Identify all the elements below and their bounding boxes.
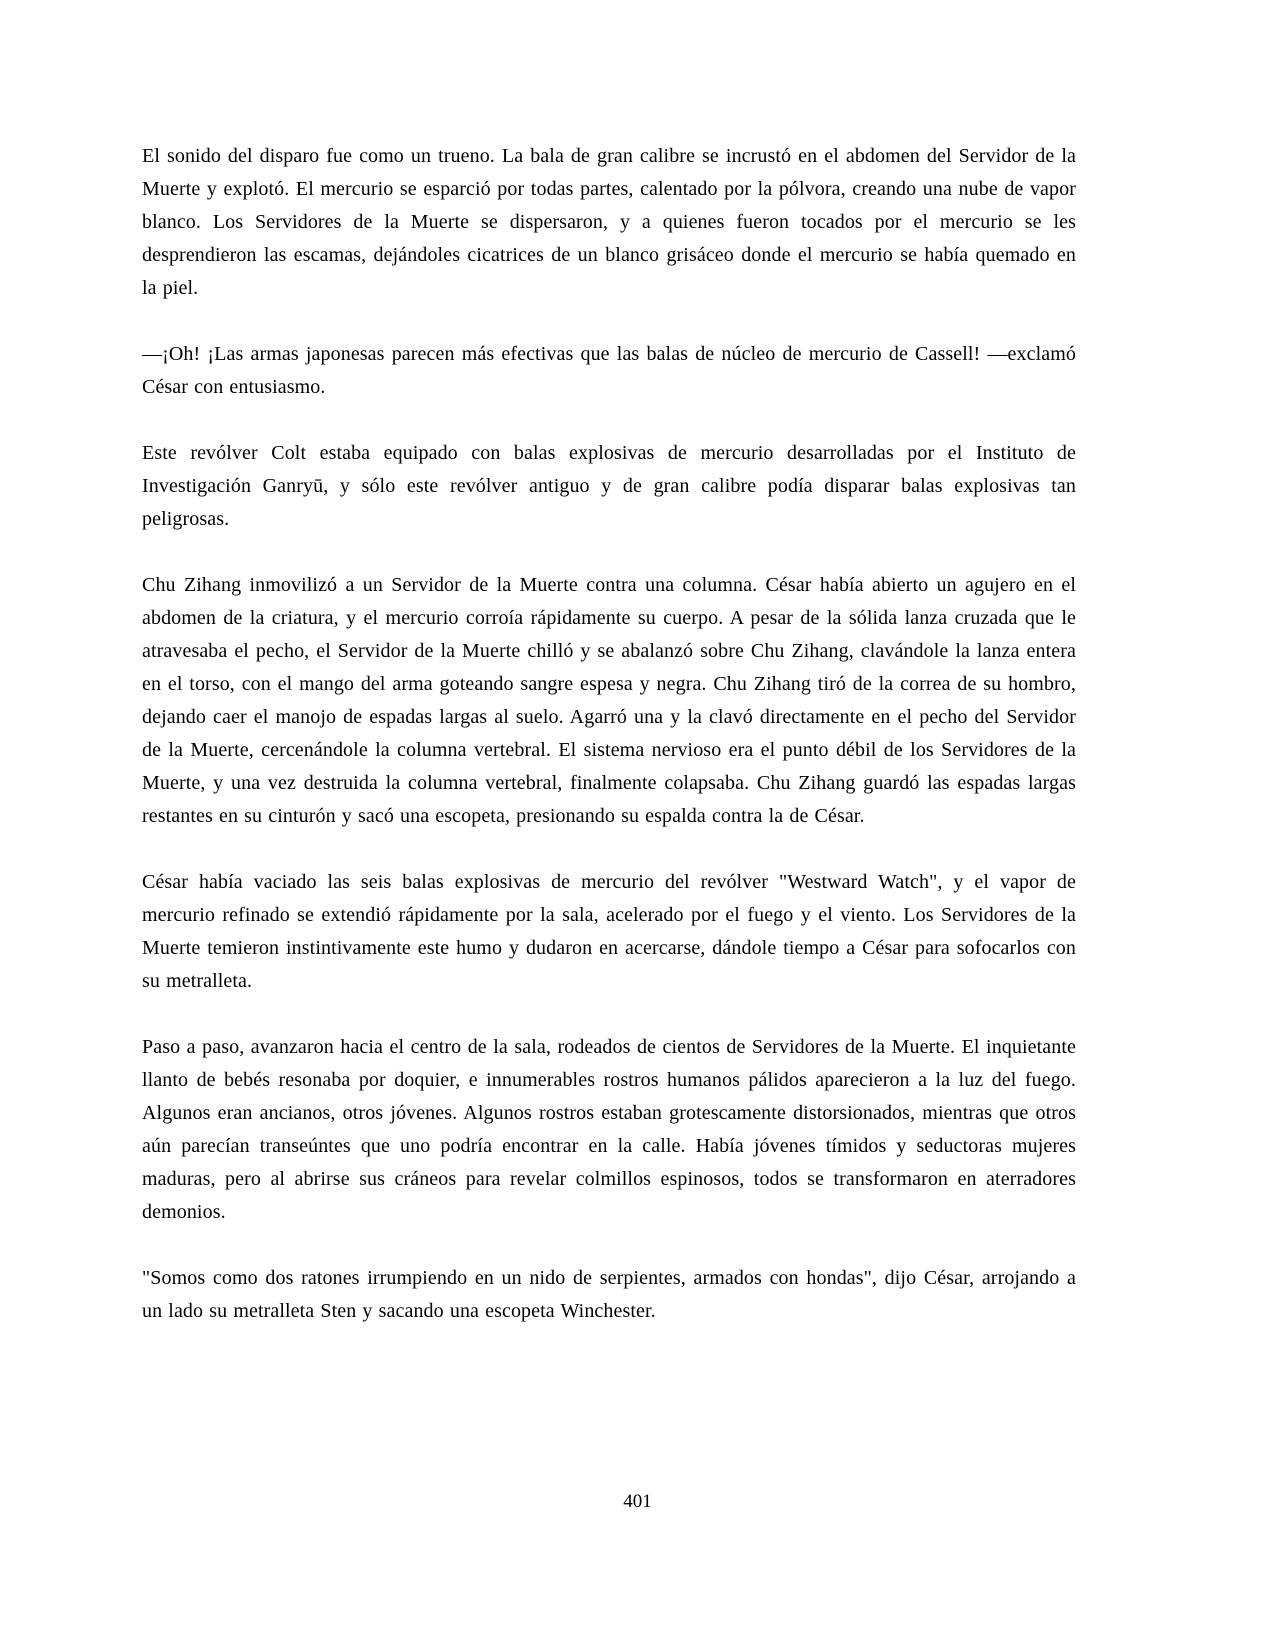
body-text	[142, 140, 1076, 1361]
paragraph: Paso a paso, avanzaron hacia el centro de la sala, rodeados de cientos de Servidores de la Muerte. El inquietante llanto de bebés resonaba por doquier, e innumerables rostros humanos pálidos aparecieron a la luz del fuego. Algunos eran ancianos, otros jóvenes. Algunos rostros estaban grotescamente distorsionados, mientras que otros aún parecían transeúntes que uno podría encontrar en la calle. Había jóvenes tímidos y seductoras mujeres maduras, pero al abrirse sus cráneos para revelar colmillos espinosos, todos se transformaron en aterradores demonios.	[142, 1036, 1076, 1223]
paragraph: César había vaciado las seis balas explosivas de mercurio del revólver "Westward Watch", y el vapor de mercurio refinado se extendió rápidamente por la sala, acelerado por el fuego y el viento. Los Servidores de la Muerte temieron instintivamente este humo y dudaron en acercarse, dándole tiempo a César para sofocarlos con su metralleta.	[142, 871, 1076, 992]
paragraph: "Somos como dos ratones irrumpiendo en un nido de serpientes, armados con hondas", dijo César, arrojando a un lado su metralleta Sten y sacando una escopeta Winchester.	[142, 1267, 1076, 1322]
paragraph: Chu Zihang inmovilizó a un Servidor de la Muerte contra una columna. César había abierto un agujero en el abdomen de la criatura, y el mercurio corroía rápidamente su cuerpo. A pesar de la sólida lanza cruzada que le atravesaba el pecho, el Servidor de la Muerte chilló y se abalanzó sobre Chu Zihang, clavándole la lanza entera en el torso, con el mango del arma goteando sangre espesa y negra. Chu Zihang tiró de la correa de su hombro, dejando caer el manojo de espadas largas al suelo. Agarró una y la clavó directamente en el pecho del Servidor de la Muerte, cercenándole la columna vertebral. El sistema nervioso era el punto débil de los Servidores de la Muerte, y una vez destruida la columna vertebral, finalmente colapsaba. Chu Zihang guardó las espadas largas restantes en su cinturón y sacó una escopeta, presionando su espalda contra la de César.	[142, 574, 1076, 827]
paragraph: El sonido del disparo fue como un trueno. La bala de gran calibre se incrustó en el abdomen del Servidor de la Muerte y explotó. El mercurio se esparció por todas partes, calentado por la pólvora, creando una nube de vapor blanco. Los Servidores de la Muerte se dispersaron, y a quienes fueron tocados por el mercurio se les desprendieron las escamas, dejándoles cicatrices de un blanco grisáceo donde el mercurio se había quemado en la piel.	[142, 145, 1076, 299]
paragraph: —¡Oh! ¡Las armas japonesas parecen más efectivas que las balas de núcleo de mercurio de Cassell! —exclamó César con entusiasmo.	[142, 343, 1076, 398]
page-number: 401	[623, 1491, 652, 1512]
paragraph: Este revólver Colt estaba equipado con balas explosivas de mercurio desarrolladas por el Instituto de Investigación Ganryū, y sólo este revólver antiguo y de gran calibre podía disparar balas explosivas tan peligrosas.	[142, 442, 1076, 530]
